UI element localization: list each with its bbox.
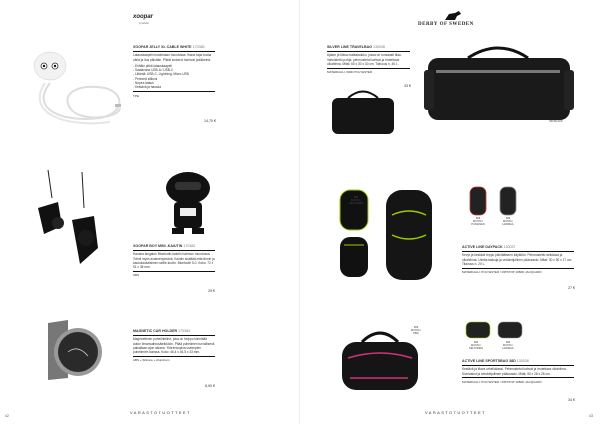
- product-title: XOOPAR BOY MINI -KAIUTIN: [133, 244, 183, 248]
- product-price: 14,70 €: [204, 119, 216, 123]
- product-title: ACTIVE LINE DAYPACK: [462, 245, 503, 249]
- right-page: [300, 0, 600, 424]
- product-jelly-cable: [133, 45, 215, 98]
- product-code: 130038: [516, 359, 529, 363]
- footer-title: VARASTOTUOTTEET: [425, 410, 486, 415]
- product-description: Hauska langaton Bluetooth-kaiutin hahmon muodossa. Toimii myös avaimenperänä. Kaiutin sisältää mikrofonin ja kaukolaukaisimen selfie-kuviin. Bluetooth 5.0. Koko: 72 x 51 x 38 mm.: [133, 252, 215, 270]
- variant-label: 999 MUSTA / KELTAINEN: [348, 196, 364, 205]
- xoopar-logo: xoopar: [133, 14, 154, 20]
- octopus-cable-image: [20, 38, 130, 128]
- horse-logo-icon: [443, 10, 463, 22]
- variant-label: 999 MUSTA / PINK: [410, 326, 422, 335]
- product-material: ABS + Silicone + Aluminum: [133, 356, 215, 363]
- feature-item: - Kestävä ja hauska: [133, 85, 161, 90]
- product-price: 27 €: [568, 286, 575, 290]
- product-description: Ajaton ja tilava matkalaukku, jossa on runsaasti tilaa. Vahvistettu pohja, pehmustetut kahvat ja irrotettava olkahihna. Mitat: 60 x 30 x 30 cm. Tilavuus n. 45 L.: [327, 53, 402, 66]
- product-material: TPE: [133, 91, 215, 98]
- product-code: 130037: [503, 245, 516, 249]
- page-number: 43: [589, 414, 593, 418]
- page-number: 42: [5, 414, 9, 418]
- product-price: 33 €: [404, 84, 411, 88]
- variant-label: 999 MUSTA / HARMAA: [502, 217, 514, 226]
- product-material: MATERIAALI: POLYESTER / RIPSTOP 1680D JACQUARD: [462, 268, 574, 275]
- product-boy-speaker: [133, 244, 215, 278]
- variant-label: 999 MUSTA / PUNAINEN: [471, 217, 485, 226]
- product-code: 170380: [192, 45, 205, 49]
- car-holder-image: [38, 318, 110, 384]
- variant-label: 999 MUSTA / KELTAINEN: [468, 341, 484, 350]
- product-material: MATERIAALI: POLYESTER / RIPSTOP 1680D JACQUARD: [462, 377, 574, 384]
- travelbag-image: [328, 40, 600, 140]
- product-sportsbag: [462, 359, 574, 384]
- product-description: Kevyt ja kestävä reppu päivittäiseen käyttöön. Pehmustettu selkäosa ja olkahihnat. Useita taskuja ja vetoketjullinen pääosasto. Mitat: 30 x 50 x 17 cm. Tilavuus n. 20 L.: [462, 253, 573, 266]
- xoopar-logo-sub: by Addict: [139, 22, 149, 25]
- product-title: XOOPAR JELLY XL CABLE WHITE: [133, 45, 192, 49]
- feature-list: [133, 64, 215, 90]
- feature-item: - Liitäntä: USB-C, Lightning, Micro-USB: [133, 72, 189, 77]
- product-material: ABS: [133, 271, 215, 278]
- product-car-holder: [133, 329, 215, 363]
- variant-label: 999 BLACK: [549, 120, 563, 123]
- product-code: 170384: [178, 329, 191, 333]
- product-code: 170382: [183, 244, 196, 248]
- product-description: Kestävä ja tilava urheilukassi. Pehmustetut kahvat ja irrotettava olkahihna. Sivutaskut ja vetoketjullinen pääosasto. Mitat: 50 x 28 x 28 cm.: [462, 367, 567, 376]
- product-title: ACTIVE LINE SPORTSBAG 38D: [462, 359, 516, 363]
- feature-item: - Erittäin pitkä latauskaapeli: [133, 63, 172, 68]
- product-price: 34 €: [568, 398, 575, 402]
- product-daypack: [462, 245, 574, 274]
- product-price: 8,90 €: [205, 384, 215, 388]
- product-title: MAGNETIC CAR HOLDER: [133, 329, 178, 333]
- feature-item: - Saatavana USB-A / USB-C: [133, 68, 174, 73]
- product-title: SILVER LINE TRAVELBAG: [327, 45, 372, 49]
- product-price: 29 €: [208, 289, 215, 293]
- footer-title: VARASTOTUOTTEET: [130, 410, 191, 415]
- product-description: Magneettinen puhelinteline, joka on helppo kiinnittää auton ilmanvaihtosäleikköön. Pitää puhelimen turvallisesti paikallaan ajon aikana. Yhteensopiva useimpien puhelimien kanssa. Koko: 46,4 x 46,5 x 33 mm.: [133, 337, 215, 355]
- product-code: 130036: [373, 45, 385, 49]
- variant-label: 999 MUSTA / HARMAA: [502, 341, 514, 350]
- product-description: Latauskaapeli mustekalan muodossa. Ihana tapa tuoda väriä ja iloa päivään. Pitkät lonkerot toimivat pidikkeinä.: [133, 53, 212, 62]
- feature-item: - Pehmeä silikoni: [133, 76, 158, 81]
- feature-item: - Nopea lataus: [133, 81, 154, 86]
- derby-logo: DERBY OF SWEDEN: [418, 22, 474, 27]
- product-material: MATERIAALI: 600D POLYESTER: [327, 68, 410, 75]
